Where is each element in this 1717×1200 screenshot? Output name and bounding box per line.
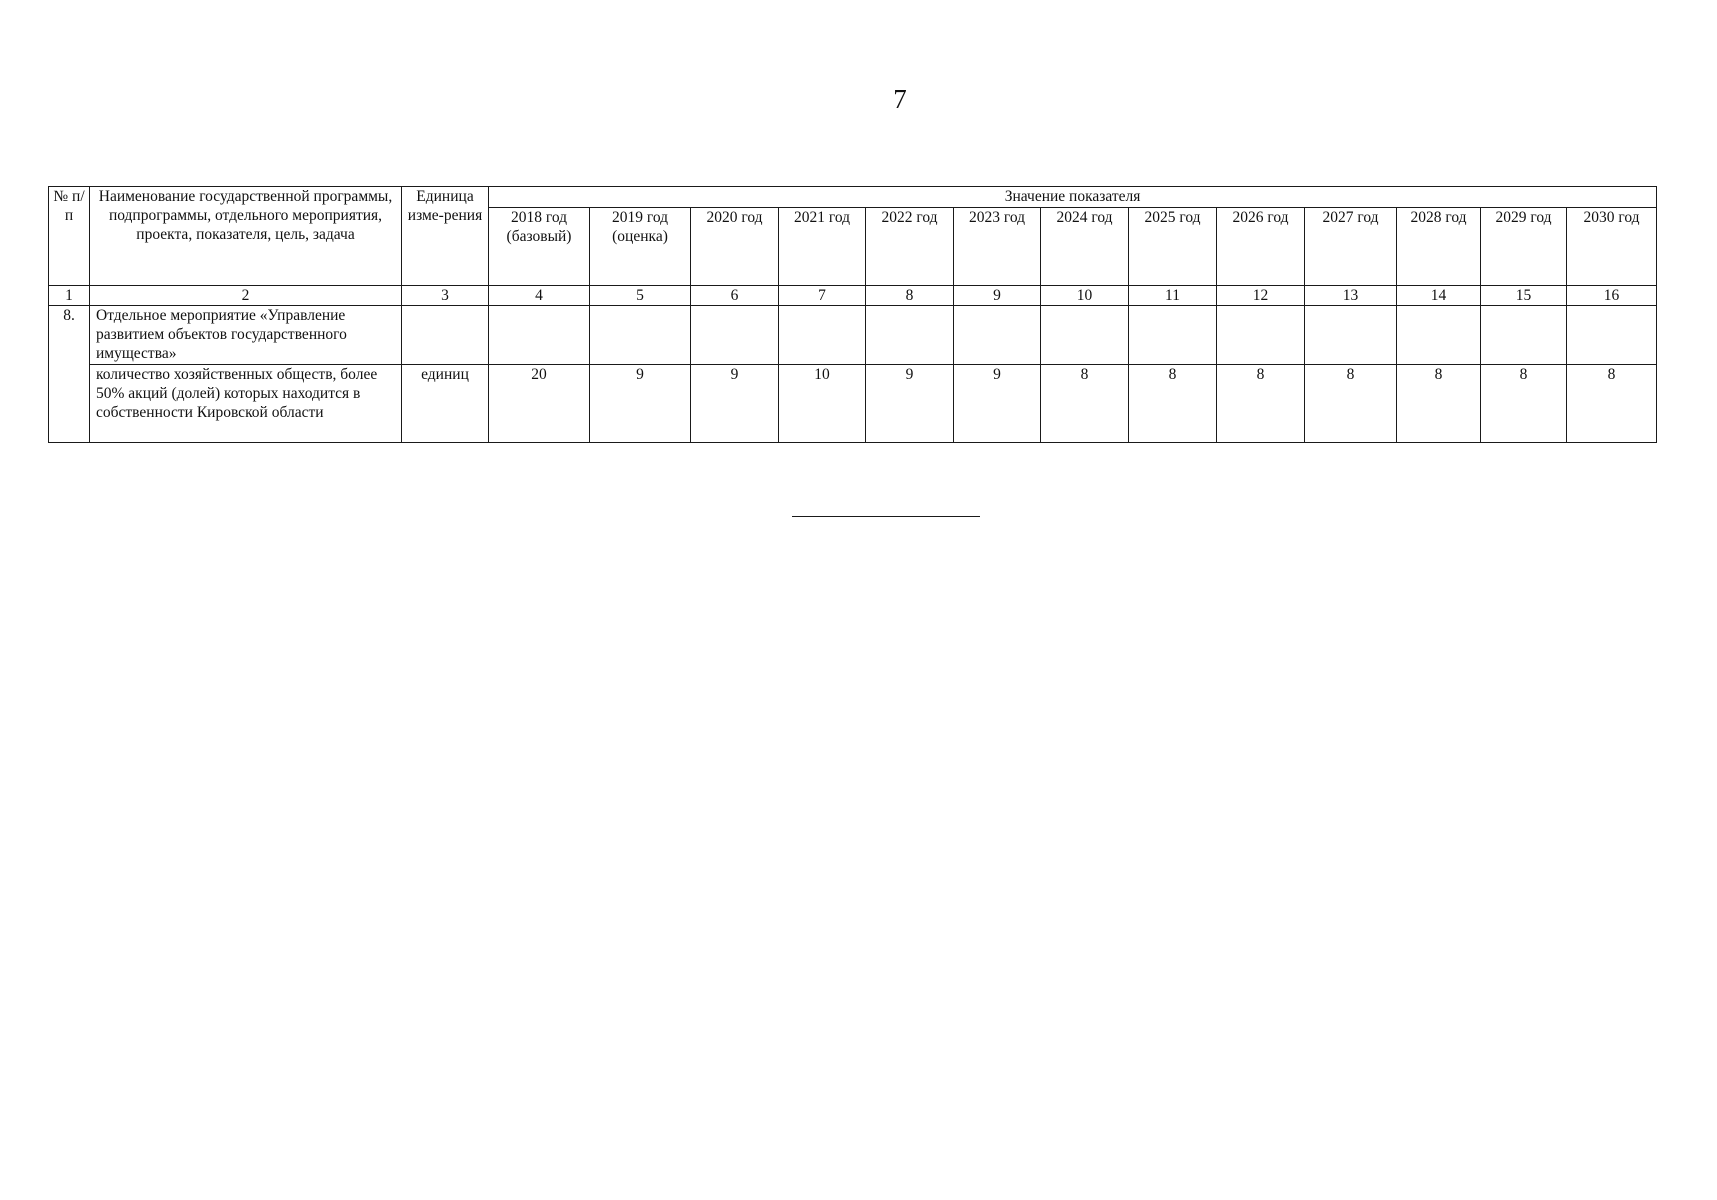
column-number: 6: [691, 286, 779, 306]
indicator-value: 10: [779, 365, 866, 443]
column-number: 7: [779, 286, 866, 306]
column-number: 11: [1129, 286, 1217, 306]
header-year: 2028 год: [1397, 208, 1481, 286]
header-num: № п/п: [49, 187, 90, 286]
column-number: 8: [866, 286, 954, 306]
column-numbers-row: [49, 286, 1657, 306]
column-number: 15: [1481, 286, 1567, 306]
indicator-value: 20: [489, 365, 590, 443]
header-name: Наименование государственной программы, подпрограммы, отдельного мероприятия, проекта, показателя, цель, задача: [90, 187, 402, 286]
indicator-value: 8: [1305, 365, 1397, 443]
indicator-value: 8: [1481, 365, 1567, 443]
column-number: 9: [954, 286, 1041, 306]
empty-cell: [866, 306, 954, 365]
column-number: 5: [590, 286, 691, 306]
header-year: 2022 год: [866, 208, 954, 286]
event-number: 8.: [49, 306, 90, 443]
header-year: 2021 год: [779, 208, 866, 286]
column-number: 13: [1305, 286, 1397, 306]
column-number: 2: [90, 286, 402, 306]
indicator-value: 8: [1041, 365, 1129, 443]
indicator-value: 9: [691, 365, 779, 443]
empty-cell: [779, 306, 866, 365]
header-year: 2026 год: [1217, 208, 1305, 286]
indicator-value: 9: [954, 365, 1041, 443]
empty-cell: [954, 306, 1041, 365]
event-name: Отдельное мероприятие «Управление развитием объектов государственного имущества»: [90, 306, 402, 365]
empty-cell: [590, 306, 691, 365]
empty-cell: [1129, 306, 1217, 365]
end-divider-line: [792, 516, 980, 517]
header-year: 2029 год: [1481, 208, 1567, 286]
empty-cell: [691, 306, 779, 365]
column-number: 3: [402, 286, 489, 306]
indicator-name: количество хозяйственных обществ, более 50% акций (долей) которых находится в собственности Кировской области: [90, 365, 402, 443]
empty-cell: [1041, 306, 1129, 365]
header-value-group: Значение показателя: [489, 187, 1657, 208]
indicators-table: [48, 186, 1657, 443]
header-year: 2023 год: [954, 208, 1041, 286]
empty-cell: [402, 306, 489, 365]
header-year: 2024 год: [1041, 208, 1129, 286]
empty-cell: [1305, 306, 1397, 365]
indicator-value: 8: [1397, 365, 1481, 443]
empty-cell: [1567, 306, 1657, 365]
table-row: [49, 306, 1657, 365]
table-row: [49, 365, 1657, 443]
indicator-value: 8: [1129, 365, 1217, 443]
header-year: 2025 год: [1129, 208, 1217, 286]
column-number: 1: [49, 286, 90, 306]
empty-cell: [489, 306, 590, 365]
column-number: 16: [1567, 286, 1657, 306]
indicator-value: 8: [1567, 365, 1657, 443]
header-row: [49, 187, 1657, 208]
indicator-value: 9: [590, 365, 691, 443]
header-year: 2020 год: [691, 208, 779, 286]
header-year: 2030 год: [1567, 208, 1657, 286]
empty-cell: [1397, 306, 1481, 365]
column-number: 4: [489, 286, 590, 306]
column-number: 10: [1041, 286, 1129, 306]
header-year: 2019 год (оценка): [590, 208, 691, 286]
empty-cell: [1481, 306, 1567, 365]
indicator-value: 9: [866, 365, 954, 443]
empty-cell: [1217, 306, 1305, 365]
header-year: 2018 год (базовый): [489, 208, 590, 286]
header-year: 2027 год: [1305, 208, 1397, 286]
column-number: 14: [1397, 286, 1481, 306]
indicator-unit: единиц: [402, 365, 489, 443]
indicator-value: 8: [1217, 365, 1305, 443]
column-number: 12: [1217, 286, 1305, 306]
header-unit: Единица изме-рения: [402, 187, 489, 286]
page-number: 7: [893, 84, 907, 114]
